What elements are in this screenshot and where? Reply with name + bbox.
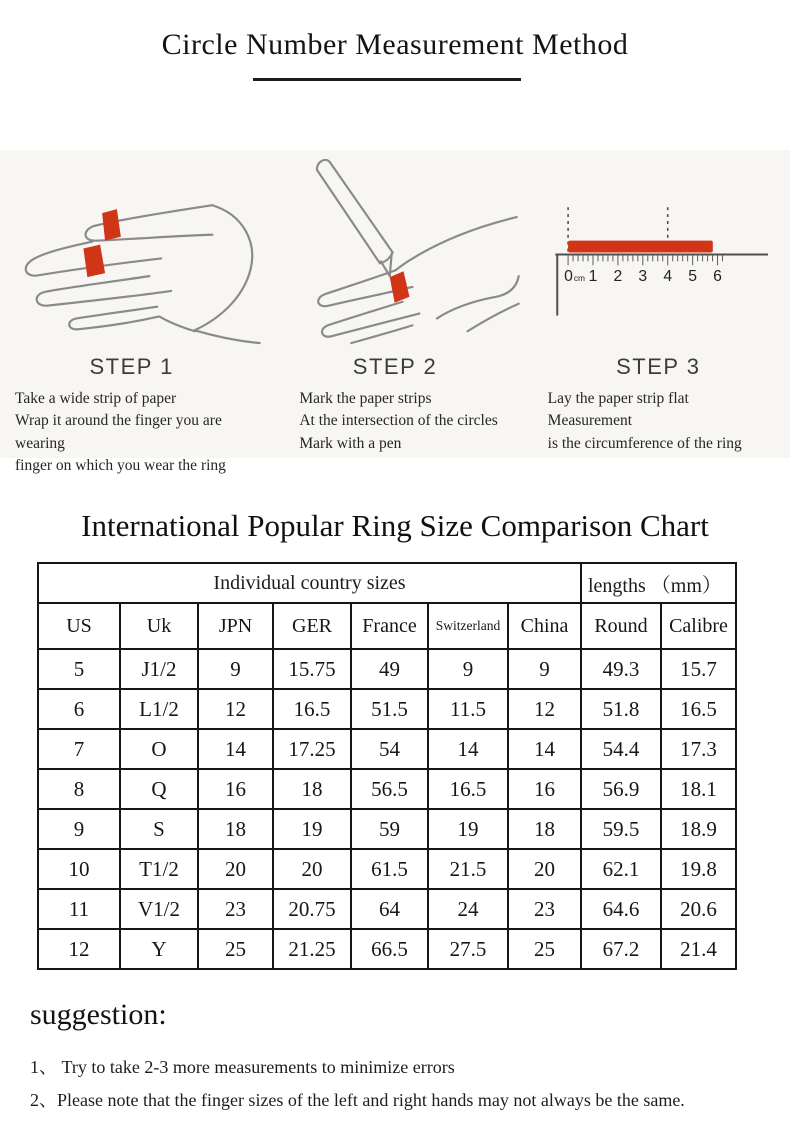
step-3-line: is the circumference of the ring	[547, 434, 742, 452]
step-2-line: Mark the paper strips	[299, 390, 432, 407]
table-cell: 67.2	[581, 929, 661, 969]
column-header: France	[351, 603, 428, 649]
step-1-line: Wrap it around the finger you are wearing	[15, 412, 222, 452]
paper-strip-on-ruler	[568, 241, 713, 253]
table-cell: 9	[38, 809, 120, 849]
table-cell: 20	[508, 849, 581, 889]
step-1-line: finger on which you wear the ring	[15, 457, 226, 475]
paper-strip-red	[83, 245, 105, 277]
table-row	[38, 729, 736, 769]
table-cell: 56.5	[351, 769, 428, 809]
table-cell: 49	[351, 649, 428, 689]
table-cell: 64	[351, 889, 428, 929]
table-cell: 12	[508, 689, 581, 729]
table-cell: 21.4	[661, 929, 736, 969]
table-cell: 18.9	[661, 809, 736, 849]
table-cell: 51.8	[581, 689, 661, 729]
column-header: Calibre	[661, 603, 736, 649]
step-2-label: STEP 2	[352, 354, 438, 379]
table-cell: Q	[120, 769, 198, 809]
step-2-line: Mark with a pen	[299, 434, 402, 452]
paper-strip-red	[390, 271, 410, 303]
step-3-section	[527, 150, 790, 458]
table-cell: 12	[198, 689, 273, 729]
table-cell: 18	[508, 809, 581, 849]
table-cell: 25	[198, 929, 273, 969]
table-cell: 15.7	[661, 649, 736, 689]
ruler-ticks	[568, 254, 722, 265]
table-cell: 11	[38, 889, 120, 929]
table-cell: 19.8	[661, 849, 736, 889]
table-column-header-row	[38, 603, 736, 649]
table-cell: 8	[38, 769, 120, 809]
table-row	[38, 809, 736, 849]
table-group-header-row	[38, 563, 736, 603]
hand-with-paper-strip-illustration	[0, 156, 263, 348]
table-cell: 12	[38, 929, 120, 969]
table-cell: 20	[273, 849, 351, 889]
table-cell: Y	[120, 929, 198, 969]
table-cell: 17.25	[273, 729, 351, 769]
table-cell: 21.5	[428, 849, 508, 889]
table-cell: 20.75	[273, 889, 351, 929]
ruler-number: 0cm	[563, 268, 585, 286]
table-cell: 54	[351, 729, 428, 769]
step-2-section	[263, 150, 526, 458]
table-cell: 16.5	[661, 689, 736, 729]
table-cell: 14	[428, 729, 508, 769]
column-header: GER	[273, 603, 351, 649]
step-2-description	[263, 388, 522, 455]
table-row	[38, 689, 736, 729]
table-cell: 16.5	[428, 769, 508, 809]
table-cell: 10	[38, 849, 120, 889]
table-cell: 18	[198, 809, 273, 849]
table-cell: 19	[428, 809, 508, 849]
table-cell: T1/2	[120, 849, 198, 889]
ruler-measurement-illustration	[527, 156, 790, 348]
column-header: Uk	[120, 603, 198, 649]
step-1-label: STEP 1	[89, 354, 174, 379]
table-cell: 20	[198, 849, 273, 889]
table-cell: L1/2	[120, 689, 198, 729]
paper-strip-red	[102, 209, 121, 241]
table-cell: 11.5	[428, 689, 508, 729]
table-cell: 24	[428, 889, 508, 929]
table-cell: O	[120, 729, 198, 769]
size-table-body	[38, 649, 736, 969]
table-cell: 6	[38, 689, 120, 729]
table-cell: V1/2	[120, 889, 198, 929]
table-cell: 23	[198, 889, 273, 929]
ruler-number: 6	[712, 268, 722, 286]
table-cell: 16.5	[273, 689, 351, 729]
table-cell: 16	[198, 769, 273, 809]
column-header: China	[508, 603, 581, 649]
table-row	[38, 649, 736, 689]
table-cell: 18.1	[661, 769, 736, 809]
table-cell: 59	[351, 809, 428, 849]
table-cell: 18	[273, 769, 351, 809]
step-1-line: Take a wide strip of paper	[15, 390, 177, 407]
title-underline	[253, 78, 521, 81]
step-3-label: STEP 3	[616, 354, 701, 379]
step-3-line: Lay the paper strip flat	[547, 390, 689, 407]
table-cell: 14	[198, 729, 273, 769]
step-1-description	[0, 388, 259, 478]
lengths-group-header: lengths （mm）	[581, 563, 736, 603]
suggestion-item: 2、Please note that the finger sizes of the left and right hands may not always be the same.	[30, 1090, 685, 1110]
ring-size-comparison-table	[37, 562, 737, 970]
table-cell: 23	[508, 889, 581, 929]
column-header: JPN	[198, 603, 273, 649]
ruler-number: 2	[613, 268, 622, 286]
table-cell: 15.75	[273, 649, 351, 689]
ruler-number: 4	[662, 268, 672, 286]
table-cell: 16	[508, 769, 581, 809]
table-cell: 62.1	[581, 849, 661, 889]
step-3-line: Measurement	[547, 412, 633, 430]
hand-with-pen-illustration	[263, 156, 526, 348]
table-cell: 9	[428, 649, 508, 689]
ruler-number: 3	[638, 268, 647, 286]
table-cell: 27.5	[428, 929, 508, 969]
table-cell: 66.5	[351, 929, 428, 969]
countries-group-header: Individual country sizes	[38, 563, 581, 603]
table-cell: 59.5	[581, 809, 661, 849]
table-row	[38, 849, 736, 889]
suggestion-item: 1、 Try to take 2-3 more measurements to minimize errors	[30, 1057, 455, 1077]
table-cell: 61.5	[351, 849, 428, 889]
table-cell: 54.4	[581, 729, 661, 769]
column-header: US	[38, 603, 120, 649]
suggestion-list	[30, 1051, 770, 1117]
table-cell: 17.3	[661, 729, 736, 769]
table-cell: 21.25	[273, 929, 351, 969]
table-cell: 25	[508, 929, 581, 969]
table-cell: 56.9	[581, 769, 661, 809]
measurement-steps-panel	[0, 150, 790, 475]
table-cell: 64.6	[581, 889, 661, 929]
table-cell: S	[120, 809, 198, 849]
table-row	[38, 889, 736, 929]
table-cell: 7	[38, 729, 120, 769]
suggestion-heading: suggestion:	[30, 998, 167, 1031]
table-cell: 49.3	[581, 649, 661, 689]
table-cell: 20.6	[661, 889, 736, 929]
step-3-description	[527, 388, 786, 455]
table-row	[38, 929, 736, 969]
step-1-section	[0, 150, 263, 475]
table-cell: 51.5	[351, 689, 428, 729]
page-title: Circle Number Measurement Method	[161, 28, 629, 61]
step-2-line: At the intersection of the circles	[299, 412, 498, 430]
table-cell: J1/2	[120, 649, 198, 689]
table-cell: 14	[508, 729, 581, 769]
table-cell: 5	[38, 649, 120, 689]
table-cell: 9	[198, 649, 273, 689]
table-cell: 19	[273, 809, 351, 849]
ruler-number: 1	[588, 268, 598, 286]
table-cell: 9	[508, 649, 581, 689]
column-header: Round	[581, 603, 661, 649]
table-row	[38, 769, 736, 809]
column-header: Switzerland	[428, 603, 508, 649]
size-chart-title: International Popular Ring Size Comparison Chart	[81, 508, 709, 543]
ruler-number: 5	[687, 268, 697, 286]
